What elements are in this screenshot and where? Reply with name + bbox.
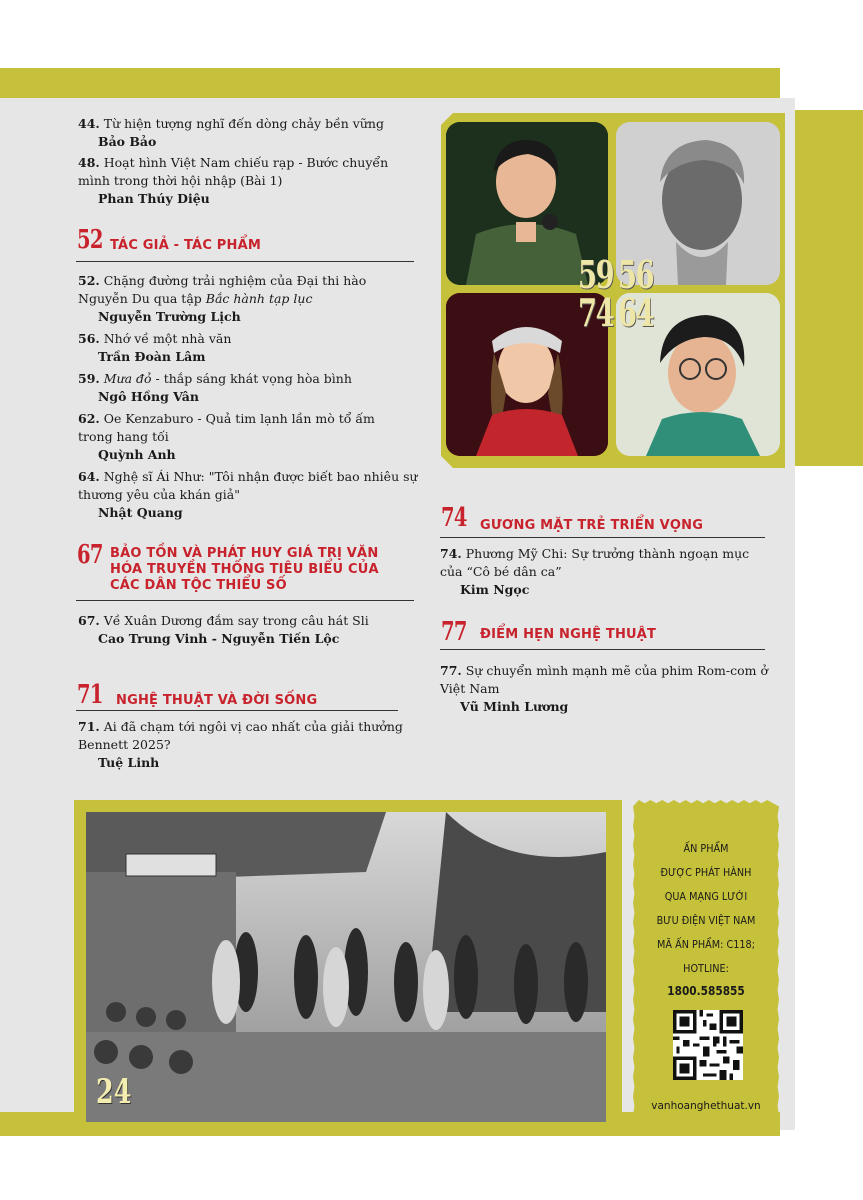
entry-number: 52. <box>78 273 100 288</box>
entry-author: Nguyễn Trường Lịch <box>98 309 241 324</box>
entry-title: Oe Kenzaburo - Quả tim lạnh lần mò tổ ấm trong hang tối <box>78 411 375 444</box>
entry-number: 67. <box>78 613 100 628</box>
entry-number: 48. <box>78 155 100 170</box>
historic-photo-illustration <box>86 812 606 1122</box>
toc-entry-59[interactable] <box>78 370 398 406</box>
hotline-number: 1800.585855 <box>667 984 745 998</box>
section-number: 74 <box>441 503 467 533</box>
card-line: MÃ ẤN PHẨM: C118; <box>657 938 755 951</box>
entry-title-italic: Bắc hành tạp lục <box>205 291 313 306</box>
section-number: 52 <box>77 225 103 255</box>
toc-entry-64[interactable] <box>78 468 418 522</box>
top-accent-band <box>0 68 780 98</box>
toc-entry-67[interactable] <box>78 612 408 648</box>
photo-page-number: 59 <box>578 252 614 297</box>
section-title: GƯƠNG MẶT TRẺ TRIỂN VỌNG <box>480 518 704 533</box>
toc-entry-56[interactable] <box>78 330 398 366</box>
section-divider <box>76 600 414 601</box>
entry-number: 77. <box>440 663 462 678</box>
entry-title: Sự chuyển mình mạnh mẽ của phim Rom-com ở Việt Nam <box>440 663 768 696</box>
qr-code-icon[interactable] <box>673 1010 743 1080</box>
section-divider <box>76 261 414 262</box>
section-divider <box>76 710 398 711</box>
entry-number: 71. <box>78 719 100 734</box>
card-line: ẤN PHẨM <box>683 842 729 855</box>
entry-author: Tuệ Linh <box>98 755 160 770</box>
entry-author: Trần Đoàn Lâm <box>98 349 206 364</box>
section-title: TÁC GIẢ - TÁC PHẨM <box>110 238 261 253</box>
entry-author: Bảo Bảo <box>98 134 157 149</box>
section-number: 71 <box>77 680 103 710</box>
toc-entry-77[interactable] <box>440 662 770 716</box>
entry-number: 44. <box>78 116 100 131</box>
entry-title: Từ hiện tượng nghĩ đến dòng chảy bền vững <box>103 116 384 131</box>
toc-entry-52[interactable] <box>78 272 398 326</box>
page-number: 24 <box>96 1072 132 1112</box>
entry-title: Ai đã chạm tới ngôi vị cao nhất của giải thưởng Bennett 2025? <box>78 719 403 752</box>
entry-author: Cao Trung Vinh - Nguyễn Tiến Lộc <box>98 631 340 646</box>
entry-number: 64. <box>78 469 100 484</box>
toc-entry-71[interactable] <box>78 718 408 772</box>
entry-number: 59. <box>78 371 100 386</box>
photo-page-number: 64 <box>618 290 654 335</box>
entry-title: Phương Mỹ Chi: Sự trưởng thành ngoạn mục của “Cô bé dân ca” <box>440 546 750 579</box>
section-title: BẢO TỒN VÀ PHÁT HUY GIÁ TRỊ VĂN HÓA TRUYỀN THỐNG TIÊU BIỂU CỦA CÁC DÂN TỘC THIỂU SỐ <box>110 546 379 593</box>
entry-title: Về Xuân Dương đắm say trong câu hát Sli <box>103 613 369 628</box>
entry-author: Kim Ngọc <box>460 582 530 597</box>
entry-number: 74. <box>440 546 462 561</box>
section-divider <box>440 649 765 650</box>
entry-author: Ngô Hồng Vân <box>98 389 199 404</box>
entry-title: Hoạt hình Việt Nam chiếu rạp - Bước chuyển mình trong thời hội nhập (Bài 1) <box>78 155 389 188</box>
card-line: ĐƯỢC PHÁT HÀNH <box>660 866 752 879</box>
photo-page-number: 56 <box>618 252 654 297</box>
entry-title: Nghệ sĩ Ái Như: "Tôi nhận được biết bao nhiêu sự thương yêu của khán giả" <box>78 469 418 502</box>
card-line: BƯU ĐIỆN VIỆT NAM <box>656 914 756 927</box>
section-number: 67 <box>77 540 103 570</box>
section-divider <box>440 537 765 538</box>
entry-author: Phan Thúy Diệu <box>98 191 210 206</box>
toc-entry-44[interactable] <box>78 115 418 151</box>
entry-author: Quỳnh Anh <box>98 447 176 462</box>
toc-entry-74[interactable] <box>440 545 770 599</box>
toc-entry-62[interactable] <box>78 410 398 464</box>
historic-dance-photo <box>86 812 606 1122</box>
entry-title: Nhớ về một nhà văn <box>103 331 232 346</box>
entry-author: Nhật Quang <box>98 505 183 520</box>
entry-author: Vũ Minh Lương <box>460 699 569 714</box>
photo-page-number: 74 <box>578 290 614 335</box>
entry-number: 56. <box>78 331 100 346</box>
section-title: NGHỆ THUẬT VÀ ĐỜI SỐNG <box>116 693 318 708</box>
toc-entry-48[interactable] <box>78 154 408 208</box>
entry-number: 62. <box>78 411 100 426</box>
website-url[interactable]: vanhoanghethuat.vn <box>651 1100 761 1112</box>
card-line: HOTLINE: <box>683 962 729 975</box>
section-number: 77 <box>441 617 467 647</box>
card-line: QUA MẠNG LƯỚI <box>664 890 748 903</box>
entry-title-italic: Mưa đỏ <box>103 371 152 386</box>
section-title: ĐIỂM HẸN NGHỆ THUẬT <box>480 627 657 642</box>
entry-title: Chặng đường trải nghiệm của Đại thi hào Nguyễn Du qua tập <box>78 273 367 306</box>
entry-title: - thắp sáng khát vọng hòa bình <box>151 371 352 386</box>
